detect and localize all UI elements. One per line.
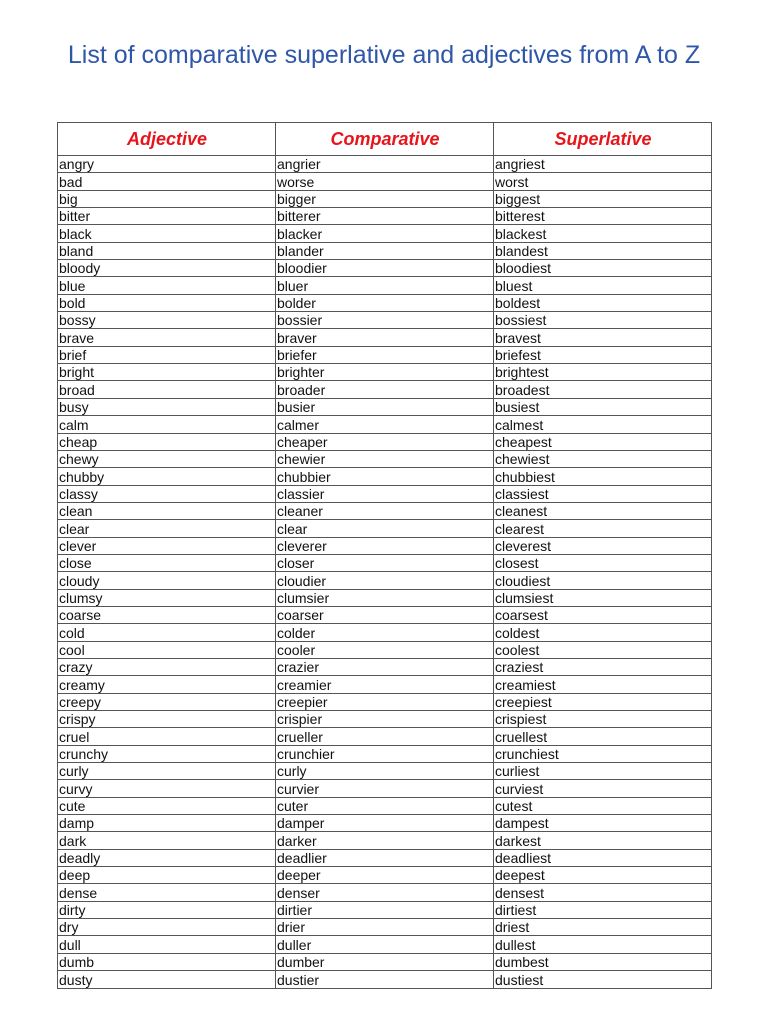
adjective-table	[57, 122, 712, 989]
superlative-cell: creamiest	[494, 676, 712, 693]
comparative-cell: duller	[276, 936, 494, 953]
comparative-cell: cleverer	[276, 537, 494, 554]
table-row	[58, 190, 712, 207]
comparative-cell: creamier	[276, 676, 494, 693]
table-row	[58, 208, 712, 225]
adjective-cell: dull	[58, 936, 276, 953]
table-row	[58, 936, 712, 953]
superlative-cell: densest	[494, 884, 712, 901]
comparative-cell: cuter	[276, 797, 494, 814]
table-row	[58, 745, 712, 762]
table-row	[58, 260, 712, 277]
table-row	[58, 294, 712, 311]
table-row	[58, 884, 712, 901]
comparative-cell: crueller	[276, 728, 494, 745]
adjective-cell: crunchy	[58, 745, 276, 762]
comparative-cell: calmer	[276, 416, 494, 433]
comparative-cell: bigger	[276, 190, 494, 207]
comparative-cell: drier	[276, 919, 494, 936]
adjective-cell: close	[58, 554, 276, 571]
comparative-cell: crispier	[276, 711, 494, 728]
adjective-cell: big	[58, 190, 276, 207]
superlative-cell: bravest	[494, 329, 712, 346]
comparative-cell: bossier	[276, 312, 494, 329]
comparative-cell: blacker	[276, 225, 494, 242]
table-row	[58, 641, 712, 658]
superlative-cell: cutest	[494, 797, 712, 814]
superlative-cell: curliest	[494, 763, 712, 780]
superlative-cell: bitterest	[494, 208, 712, 225]
table-row	[58, 450, 712, 467]
comparative-cell: curly	[276, 763, 494, 780]
comparative-cell: crunchier	[276, 745, 494, 762]
superlative-cell: angriest	[494, 156, 712, 173]
comparative-cell: cheaper	[276, 433, 494, 450]
adjective-cell: coarse	[58, 606, 276, 623]
superlative-cell: crunchiest	[494, 745, 712, 762]
comparative-cell: dirtier	[276, 901, 494, 918]
adjective-cell: cloudy	[58, 572, 276, 589]
table-row	[58, 589, 712, 606]
adjective-cell: bad	[58, 173, 276, 190]
table-row	[58, 398, 712, 415]
superlative-cell: dustiest	[494, 971, 712, 988]
adjective-cell: deep	[58, 867, 276, 884]
comparative-cell: clear	[276, 520, 494, 537]
table-row	[58, 658, 712, 675]
adjective-cell: bland	[58, 242, 276, 259]
adjective-cell: bright	[58, 364, 276, 381]
comparative-cell: busier	[276, 398, 494, 415]
comparative-cell: deeper	[276, 867, 494, 884]
table-row	[58, 346, 712, 363]
table-row	[58, 797, 712, 814]
table-row	[58, 502, 712, 519]
adjective-cell: busy	[58, 398, 276, 415]
comparative-cell: denser	[276, 884, 494, 901]
adjective-cell: classy	[58, 485, 276, 502]
superlative-cell: craziest	[494, 658, 712, 675]
table-row	[58, 711, 712, 728]
adjective-cell: curvy	[58, 780, 276, 797]
header-adjective: Adjective	[58, 123, 276, 156]
adjective-cell: damp	[58, 815, 276, 832]
table-row	[58, 312, 712, 329]
comparative-cell: angrier	[276, 156, 494, 173]
table-row	[58, 329, 712, 346]
comparative-cell: blander	[276, 242, 494, 259]
superlative-cell: bluest	[494, 277, 712, 294]
superlative-cell: broadest	[494, 381, 712, 398]
superlative-cell: clumsiest	[494, 589, 712, 606]
adjective-cell: bloody	[58, 260, 276, 277]
table-row	[58, 971, 712, 988]
superlative-cell: curviest	[494, 780, 712, 797]
table-row	[58, 277, 712, 294]
adjective-cell: cute	[58, 797, 276, 814]
header-row	[58, 123, 712, 156]
adjective-cell: bold	[58, 294, 276, 311]
table-row	[58, 867, 712, 884]
superlative-cell: blandest	[494, 242, 712, 259]
adjective-cell: cold	[58, 624, 276, 641]
superlative-cell: coolest	[494, 641, 712, 658]
comparative-cell: dumber	[276, 953, 494, 970]
table-body	[58, 156, 712, 989]
adjective-cell: dark	[58, 832, 276, 849]
table-row	[58, 763, 712, 780]
table-row	[58, 173, 712, 190]
table-row	[58, 676, 712, 693]
adjective-cell: brief	[58, 346, 276, 363]
comparative-cell: deadlier	[276, 849, 494, 866]
table-row	[58, 815, 712, 832]
adjective-cell: broad	[58, 381, 276, 398]
superlative-cell: chewiest	[494, 450, 712, 467]
table-row	[58, 780, 712, 797]
superlative-cell: dullest	[494, 936, 712, 953]
table-row	[58, 364, 712, 381]
adjective-cell: angry	[58, 156, 276, 173]
adjective-cell: dumb	[58, 953, 276, 970]
superlative-cell: coldest	[494, 624, 712, 641]
superlative-cell: crispiest	[494, 711, 712, 728]
page-title: List of comparative superlative and adjectives from A to Z	[67, 41, 701, 69]
superlative-cell: creepiest	[494, 693, 712, 710]
adjective-cell: crazy	[58, 658, 276, 675]
table-row	[58, 416, 712, 433]
comparative-cell: braver	[276, 329, 494, 346]
comparative-cell: chubbier	[276, 468, 494, 485]
superlative-cell: calmest	[494, 416, 712, 433]
adjective-cell: clever	[58, 537, 276, 554]
adjective-cell: cruel	[58, 728, 276, 745]
table-row	[58, 953, 712, 970]
header-comparative: Comparative	[276, 123, 494, 156]
comparative-cell: classier	[276, 485, 494, 502]
adjective-cell: creamy	[58, 676, 276, 693]
comparative-cell: closer	[276, 554, 494, 571]
superlative-cell: bloodiest	[494, 260, 712, 277]
superlative-cell: bossiest	[494, 312, 712, 329]
comparative-cell: coarser	[276, 606, 494, 623]
comparative-cell: cloudier	[276, 572, 494, 589]
table-row	[58, 554, 712, 571]
adjective-cell: dry	[58, 919, 276, 936]
superlative-cell: dampest	[494, 815, 712, 832]
comparative-cell: bitterer	[276, 208, 494, 225]
table-row	[58, 468, 712, 485]
superlative-cell: briefest	[494, 346, 712, 363]
adjective-cell: bossy	[58, 312, 276, 329]
adjective-cell: clean	[58, 502, 276, 519]
adjective-cell: clumsy	[58, 589, 276, 606]
superlative-cell: cheapest	[494, 433, 712, 450]
comparative-cell: briefer	[276, 346, 494, 363]
superlative-cell: clearest	[494, 520, 712, 537]
table-row	[58, 606, 712, 623]
adjective-cell: bitter	[58, 208, 276, 225]
superlative-cell: boldest	[494, 294, 712, 311]
adjective-cell: brave	[58, 329, 276, 346]
comparative-cell: clumsier	[276, 589, 494, 606]
adjective-cell: creepy	[58, 693, 276, 710]
table-row	[58, 624, 712, 641]
table-row	[58, 433, 712, 450]
superlative-cell: coarsest	[494, 606, 712, 623]
comparative-cell: bolder	[276, 294, 494, 311]
superlative-cell: biggest	[494, 190, 712, 207]
table-row	[58, 901, 712, 918]
adjective-cell: cheap	[58, 433, 276, 450]
comparative-cell: worse	[276, 173, 494, 190]
superlative-cell: cleanest	[494, 502, 712, 519]
adjective-cell: blue	[58, 277, 276, 294]
superlative-cell: worst	[494, 173, 712, 190]
table-row	[58, 520, 712, 537]
superlative-cell: blackest	[494, 225, 712, 242]
table-row	[58, 693, 712, 710]
superlative-cell: cloudiest	[494, 572, 712, 589]
superlative-cell: deadliest	[494, 849, 712, 866]
adjective-cell: calm	[58, 416, 276, 433]
table-row	[58, 728, 712, 745]
adjective-cell: crispy	[58, 711, 276, 728]
adjective-cell: chewy	[58, 450, 276, 467]
superlative-cell: classiest	[494, 485, 712, 502]
table-row	[58, 381, 712, 398]
comparative-cell: chewier	[276, 450, 494, 467]
adjective-cell: dusty	[58, 971, 276, 988]
table-row	[58, 572, 712, 589]
adjective-cell: clear	[58, 520, 276, 537]
comparative-cell: cooler	[276, 641, 494, 658]
superlative-cell: driest	[494, 919, 712, 936]
table-row	[58, 919, 712, 936]
comparative-cell: broader	[276, 381, 494, 398]
table-row	[58, 485, 712, 502]
header-superlative: Superlative	[494, 123, 712, 156]
adjective-cell: dense	[58, 884, 276, 901]
superlative-cell: closest	[494, 554, 712, 571]
table-row	[58, 156, 712, 173]
comparative-cell: bloodier	[276, 260, 494, 277]
comparative-cell: creepier	[276, 693, 494, 710]
table-row	[58, 849, 712, 866]
superlative-cell: dirtiest	[494, 901, 712, 918]
table-row	[58, 832, 712, 849]
adjective-cell: cool	[58, 641, 276, 658]
adjective-cell: chubby	[58, 468, 276, 485]
superlative-cell: brightest	[494, 364, 712, 381]
adjective-cell: dirty	[58, 901, 276, 918]
comparative-cell: darker	[276, 832, 494, 849]
superlative-cell: chubbiest	[494, 468, 712, 485]
adjective-cell: deadly	[58, 849, 276, 866]
superlative-cell: dumbest	[494, 953, 712, 970]
comparative-cell: dustier	[276, 971, 494, 988]
superlative-cell: deepest	[494, 867, 712, 884]
superlative-cell: darkest	[494, 832, 712, 849]
comparative-cell: bluer	[276, 277, 494, 294]
adjective-cell: black	[58, 225, 276, 242]
table-row	[58, 242, 712, 259]
comparative-cell: curvier	[276, 780, 494, 797]
comparative-cell: damper	[276, 815, 494, 832]
superlative-cell: cleverest	[494, 537, 712, 554]
table-row	[58, 225, 712, 242]
superlative-cell: busiest	[494, 398, 712, 415]
superlative-cell: cruellest	[494, 728, 712, 745]
table-row	[58, 537, 712, 554]
comparative-cell: colder	[276, 624, 494, 641]
comparative-cell: cleaner	[276, 502, 494, 519]
comparative-cell: brighter	[276, 364, 494, 381]
adjective-cell: curly	[58, 763, 276, 780]
comparative-cell: crazier	[276, 658, 494, 675]
